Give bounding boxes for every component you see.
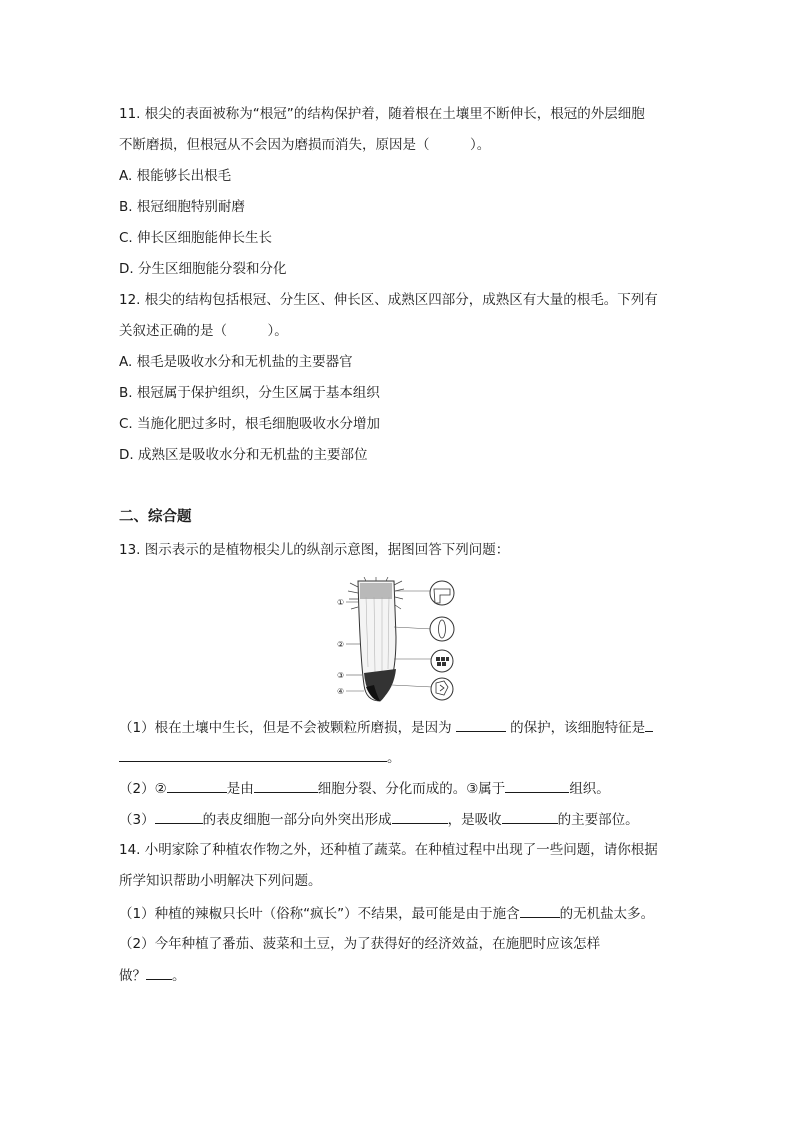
q14-part2-prefix: 做？ — [119, 968, 146, 984]
q11-option-a: A. 根能够长出根毛 — [119, 168, 232, 184]
q12-option-a: A. 根毛是吸收水分和无机盐的主要器官 — [119, 354, 353, 370]
q13-part1-middle: 的保护，该细胞特征是 — [505, 720, 646, 736]
q14-blank-2[interactable] — [146, 965, 172, 980]
q14-part1-prefix: （1）种植的辣椒只长叶（俗称“疯长”）不结果，最可能是由于施含 — [119, 906, 520, 922]
q12-line2: 关叙述正确的是（ ）。 — [119, 323, 288, 339]
q13-blank-9[interactable] — [502, 809, 558, 824]
q11-option-b: B. 根冠细胞特别耐磨 — [119, 199, 245, 215]
q13-part3-text1: 的表皮细胞一部分向外突出形成 — [202, 812, 392, 828]
q13-part1-line1 — [119, 717, 653, 738]
q13-part2-text2: 细胞分裂、分化而成的。③属于 — [317, 781, 506, 797]
q13-part3-prefix: （3） — [119, 812, 155, 828]
q13-blank-8[interactable] — [392, 809, 448, 824]
q13-part1-prefix: （1）根在土壤中生长，但是不会被颗粒所磨损，是因为 — [119, 720, 456, 736]
q14-line2: 所学知识帮助小明解决下列问题。 — [119, 873, 322, 889]
q13-part2-prefix: （2） — [119, 781, 155, 797]
q11-line2: 不断磨损，但根冠从不会因为磨损而消失，原因是（ ）。 — [119, 137, 491, 153]
section-heading: 二、综合题 — [119, 509, 192, 525]
q11-line1: 11. 根尖的表面被称为“根冠”的结构保护着，随着根在土壤里不断伸长，根冠的外层细胞 — [119, 106, 645, 122]
q13-intro: 13. 图示表示的是植物根尖儿的纵剖示意图，据图回答下列问题： — [119, 542, 510, 558]
q13-part1-suffix: 。 — [387, 750, 401, 766]
q11-option-c: C. 伸长区细胞能伸长生长 — [119, 230, 273, 246]
root-tip-diagram — [336, 577, 464, 705]
q13-part3-text2: ，是吸收 — [447, 812, 502, 828]
q12-option-d: D. 成熟区是吸收水分和无机盐的主要部位 — [119, 447, 368, 463]
q13-part2-text3: 组织。 — [569, 781, 610, 797]
figure-label-3: ③ — [337, 671, 345, 680]
q12-line1: 12. 根尖的结构包括根冠、分生区、伸长区、成熟区四部分，成熟区有大量的根毛。下列有 — [119, 292, 658, 308]
q13-blank-2[interactable] — [645, 717, 653, 732]
q13-blank-7[interactable] — [155, 809, 203, 824]
q13-blank-1[interactable] — [456, 717, 506, 732]
q14-part1-suffix: 的无机盐太多。 — [559, 906, 655, 922]
q14-blank-1[interactable] — [520, 903, 560, 918]
q13-part1-line2 — [119, 747, 401, 768]
q12-option-c: C. 当施化肥过多时，根毛细胞吸收水分增加 — [119, 416, 381, 432]
q13-blank-5[interactable] — [254, 778, 318, 793]
q13-blank-6[interactable] — [505, 778, 569, 793]
q14-part2: （2）今年种植了番茄、菠菜和土豆，为了获得好的经济效益，在施肥时应该怎样 — [119, 936, 601, 952]
q14-part1 — [119, 903, 654, 924]
q13-part2 — [119, 778, 610, 799]
q14-line1: 14. 小明家除了种植农作物之外，还种植了蔬菜。在种植过程中出现了一些问题，请你根据 — [119, 842, 658, 858]
q13-part2-text1: 是由 — [226, 781, 254, 797]
q13-part3 — [119, 809, 639, 830]
q14-part2-suffix: 。 — [172, 968, 186, 984]
q13-blank-4[interactable] — [167, 778, 227, 793]
q12-option-b: B. 根冠属于保护组织，分生区属于基本组织 — [119, 385, 380, 401]
figure-label-1: ① — [337, 598, 345, 607]
q14-part2-answer — [119, 965, 186, 986]
q11-option-d: D. 分生区细胞能分裂和分化 — [119, 261, 287, 277]
q13-blank-3[interactable] — [119, 747, 387, 762]
q13-part3-text3: 的主要部位。 — [557, 812, 639, 828]
figure-label-4: ④ — [337, 687, 345, 696]
figure-label-2: ② — [337, 640, 345, 649]
q13-part2-circle: ② — [154, 781, 167, 797]
